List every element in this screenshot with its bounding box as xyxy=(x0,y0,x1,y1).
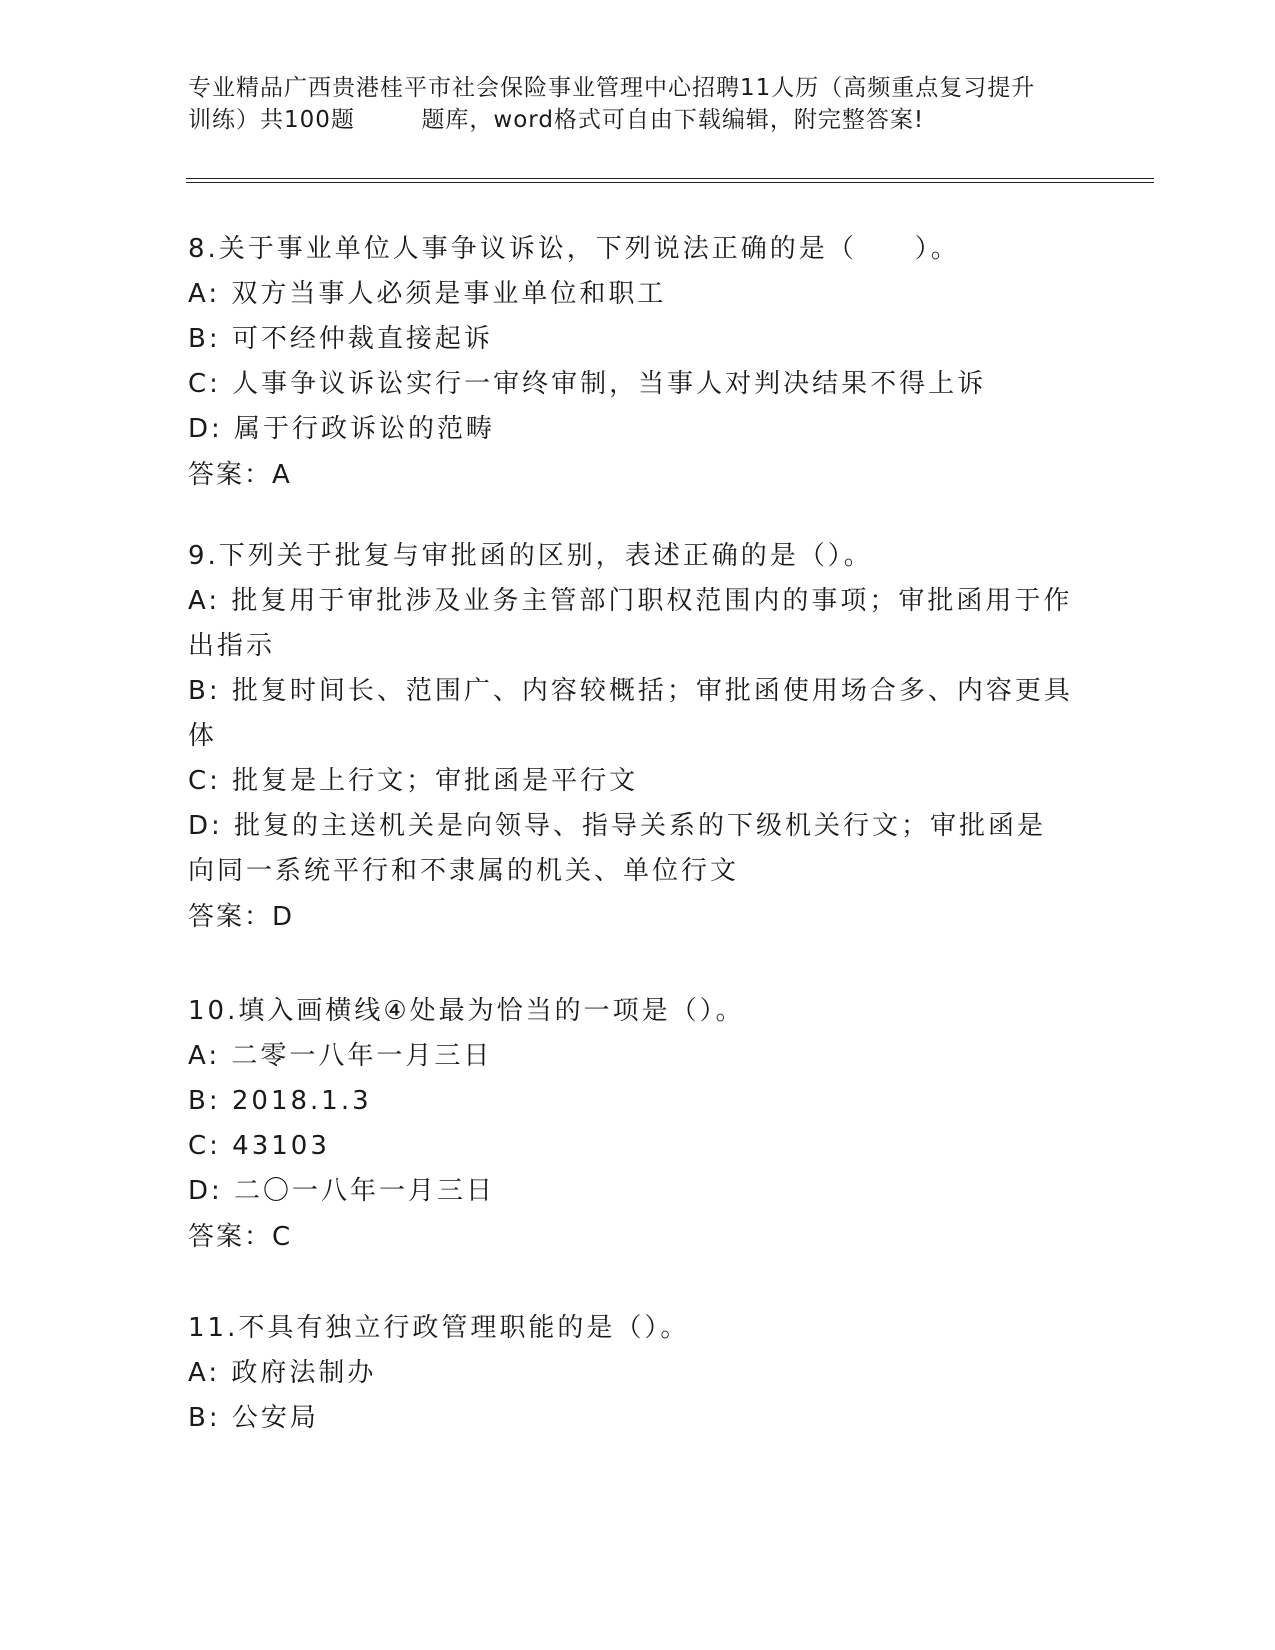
answer-label: 答案：C xyxy=(188,1222,293,1252)
option-b: B: 批复时间长、范围广、内容较概括；审批函使用场合多、内容更具体 xyxy=(188,676,1073,751)
question-stem: 11.不具有独立行政管理职能的是（）。 xyxy=(188,1313,690,1343)
question-stem: 8.关于事业单位人事争议诉讼，下列说法正确的是（ ）。 xyxy=(188,234,960,264)
question-9 xyxy=(188,533,1088,940)
option-a: A: 政府法制办 xyxy=(188,1358,377,1388)
option-b: B: 公安局 xyxy=(188,1403,319,1433)
question-10 xyxy=(188,988,1088,1260)
answer-label: 答案：D xyxy=(188,902,295,932)
option-d: D: 二〇一八年一月三日 xyxy=(188,1176,496,1206)
question-stem: 10.填入画横线④处最为恰当的一项是（）。 xyxy=(188,996,745,1026)
option-a: A: 批复用于审批涉及业务主管部门职权范围内的事项；审批函用于作出指示 xyxy=(188,586,1073,661)
question-11 xyxy=(188,1305,1088,1441)
option-b: B: 可不经仲裁直接起诉 xyxy=(188,324,493,354)
option-d: D: 属于行政诉讼的范畴 xyxy=(188,414,496,444)
header-title-line-1: 专业精品广西贵港桂平市社会保险事业管理中心招聘11人历（高频重点复习提升 xyxy=(188,75,1036,101)
option-c: C: 43103 xyxy=(188,1131,330,1161)
question-stem: 9.下列关于批复与审批函的区别，表述正确的是（）。 xyxy=(188,541,873,571)
question-8 xyxy=(188,226,1088,498)
option-b: B: 2018.1.3 xyxy=(188,1086,372,1116)
header-title-line-2: 训练）共100题 题库，word格式可自由下载编辑，附完整答案! xyxy=(188,107,925,133)
header-divider xyxy=(186,178,1154,183)
document-header xyxy=(188,72,1088,136)
option-a: A: 双方当事人必须是事业单位和职工 xyxy=(188,279,667,309)
option-c: C: 人事争议诉讼实行一审终审制，当事人对判决结果不得上诉 xyxy=(188,369,987,399)
option-a: A: 二零一八年一月三日 xyxy=(188,1041,493,1071)
option-d: D: 批复的主送机关是向领导、指导关系的下级机关行文；审批函是向同一系统平行和不隶属的机关、单位行文 xyxy=(188,811,1047,886)
answer-label: 答案：A xyxy=(188,460,292,490)
option-c: C: 批复是上行文；审批函是平行文 xyxy=(188,766,639,796)
